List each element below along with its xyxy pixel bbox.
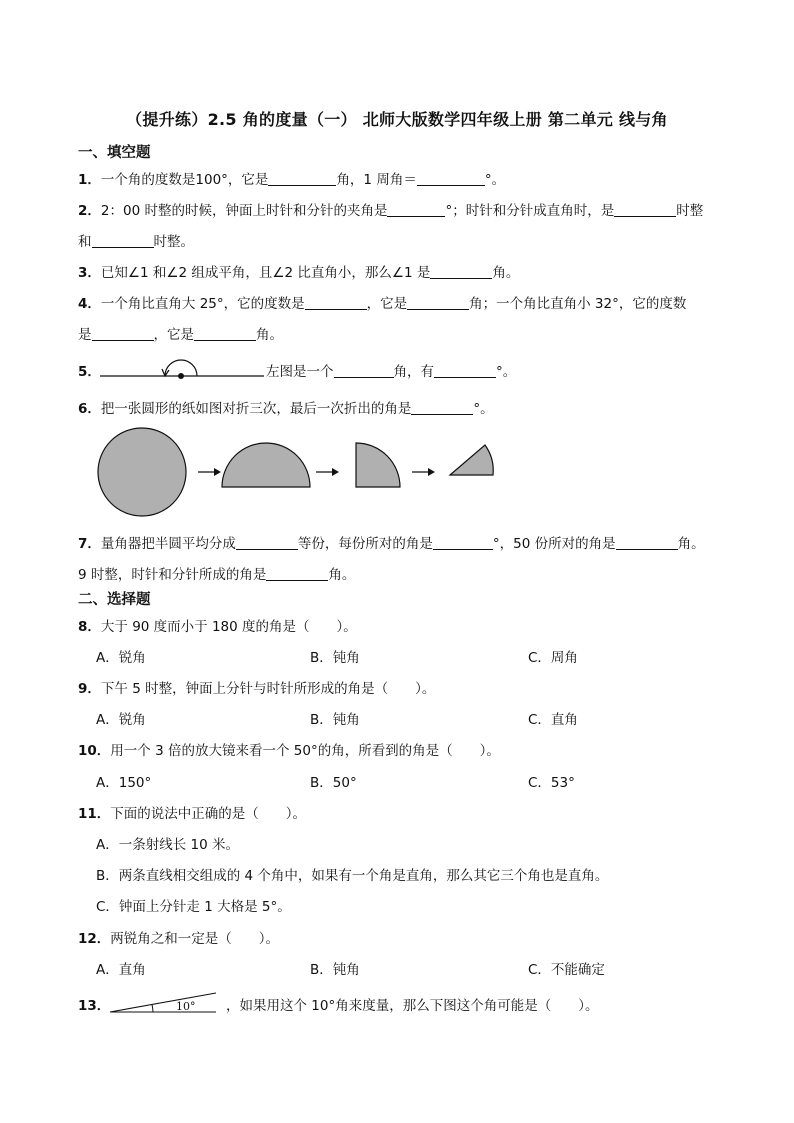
answer-blank[interactable] [268, 171, 336, 186]
option-c[interactable]: C．直角 [528, 712, 578, 728]
option-a[interactable]: A．150° [96, 775, 152, 791]
question-7: 7．量角器把半圆平均分成 等份，每份所对的角是 °，50 份所对的角是 角。 [78, 536, 705, 552]
answer-blank[interactable] [92, 326, 154, 341]
question-number: 6． [78, 401, 101, 417]
answer-blank[interactable] [430, 264, 492, 279]
answer-blank[interactable] [407, 295, 469, 310]
question-9: 9．下午 5 时整，钟面上分针与时针所形成的角是（ ）。 [78, 681, 436, 697]
section-choice-heading: 二、选择题 [78, 592, 151, 608]
question-3: 3．已知∠1 和∠2 组成平角，且∠2 比直角小，那么∠1 是 角。 [78, 265, 520, 281]
question-number: 3． [78, 265, 101, 281]
eighth-circle-shape [450, 445, 493, 475]
question-number: 13． [78, 998, 111, 1014]
question-number: 5． [78, 364, 101, 380]
answer-blank[interactable] [194, 326, 256, 341]
answer-blank[interactable] [334, 363, 394, 378]
answer-blank[interactable] [614, 202, 676, 217]
question-number: 9． [78, 681, 101, 697]
option-c[interactable]: C．钟面上分针走 1 大格是 5°。 [96, 899, 291, 915]
question-4: 4．一个角比直角大 25°，它的度数是 ，它是 角；一个角比直角小 32°，它的度数 [78, 296, 687, 312]
question-number: 8． [78, 619, 101, 635]
question-number: 10． [78, 743, 111, 759]
question-2: 2．2：00 时整的时候，钟面上时针和分针的夹角是 °；时针和分针成直角时，是 时整 [78, 203, 704, 219]
question-13 [78, 994, 110, 1014]
question-number: 2． [78, 203, 101, 219]
question-12: 12．两锐角之和一定是（ ）。 [78, 931, 280, 947]
answer-blank[interactable] [616, 535, 678, 550]
option-b[interactable]: B．钝角 [310, 962, 360, 978]
option-a[interactable]: A．锐角 [96, 712, 146, 728]
straight-angle-figure [98, 350, 266, 382]
option-a[interactable]: A．直角 [96, 962, 146, 978]
question-number: 12． [78, 931, 111, 947]
question-number: 11． [78, 806, 111, 822]
answer-blank[interactable] [417, 171, 485, 186]
question-2-cont: 和 时整。 [78, 234, 194, 250]
question-4-cont: 是 ，它是 角。 [78, 327, 283, 343]
option-b[interactable]: B．50° [310, 775, 357, 791]
question-1: 1．一个角的度数是100°，它是 角，1 周角＝ °。 [78, 172, 506, 188]
answer-blank[interactable] [236, 535, 298, 550]
option-c[interactable]: C．周角 [528, 650, 578, 666]
question-13-text: ，如果用这个 10°角来度量，那么下图这个角可能是（ ）。 [226, 998, 599, 1014]
question-11: 11．下面的说法中正确的是（ ）。 [78, 806, 307, 822]
quarter-circle-shape [356, 443, 400, 487]
paper-folding-figure [94, 426, 496, 522]
answer-blank[interactable] [433, 535, 493, 550]
page-title: （提升练）2.5 角的度量（一） 北师大版数学四年级上册 第二单元 线与角 [126, 110, 668, 129]
option-a[interactable]: A．一条射线长 10 米。 [96, 837, 239, 853]
answer-blank[interactable] [411, 400, 473, 415]
answer-blank[interactable] [305, 295, 367, 310]
question-10: 10．用一个 3 倍的放大镜来看一个 50°的角，所看到的角是（ ）。 [78, 743, 500, 759]
question-5-text: 左图是一个 角，有 °。 [266, 364, 517, 380]
answer-blank[interactable] [434, 363, 496, 378]
option-b[interactable]: B．钝角 [310, 650, 360, 666]
question-number: 1． [78, 172, 101, 188]
full-circle-shape [98, 428, 186, 516]
answer-blank[interactable] [387, 202, 445, 217]
semicircle-shape [222, 443, 310, 487]
answer-blank[interactable] [266, 566, 328, 581]
question-number: 7． [78, 536, 101, 552]
option-b[interactable]: B．两条直线相交组成的 4 个角中，如果有一个角是直角，那么其它三个角也是直角。 [96, 868, 609, 884]
section-fill-heading: 一、填空题 [78, 145, 151, 161]
question-number: 4． [78, 296, 101, 312]
option-c[interactable]: C．53° [528, 775, 575, 791]
option-b[interactable]: B．钝角 [310, 712, 360, 728]
option-c[interactable]: C．不能确定 [528, 962, 605, 978]
option-a[interactable]: A．锐角 [96, 650, 146, 666]
question-6: 6．把一张圆形的纸如图对折三次，最后一次折出的角是 °。 [78, 401, 494, 417]
angle-label: 10° [176, 1000, 196, 1013]
ten-degree-angle-figure [108, 990, 220, 1016]
question-8: 8．大于 90 度而小于 180 度的角是（ ）。 [78, 619, 357, 635]
answer-blank[interactable] [92, 233, 154, 248]
question-7-cont: 9 时整，时针和分针所成的角是 角。 [78, 567, 356, 583]
